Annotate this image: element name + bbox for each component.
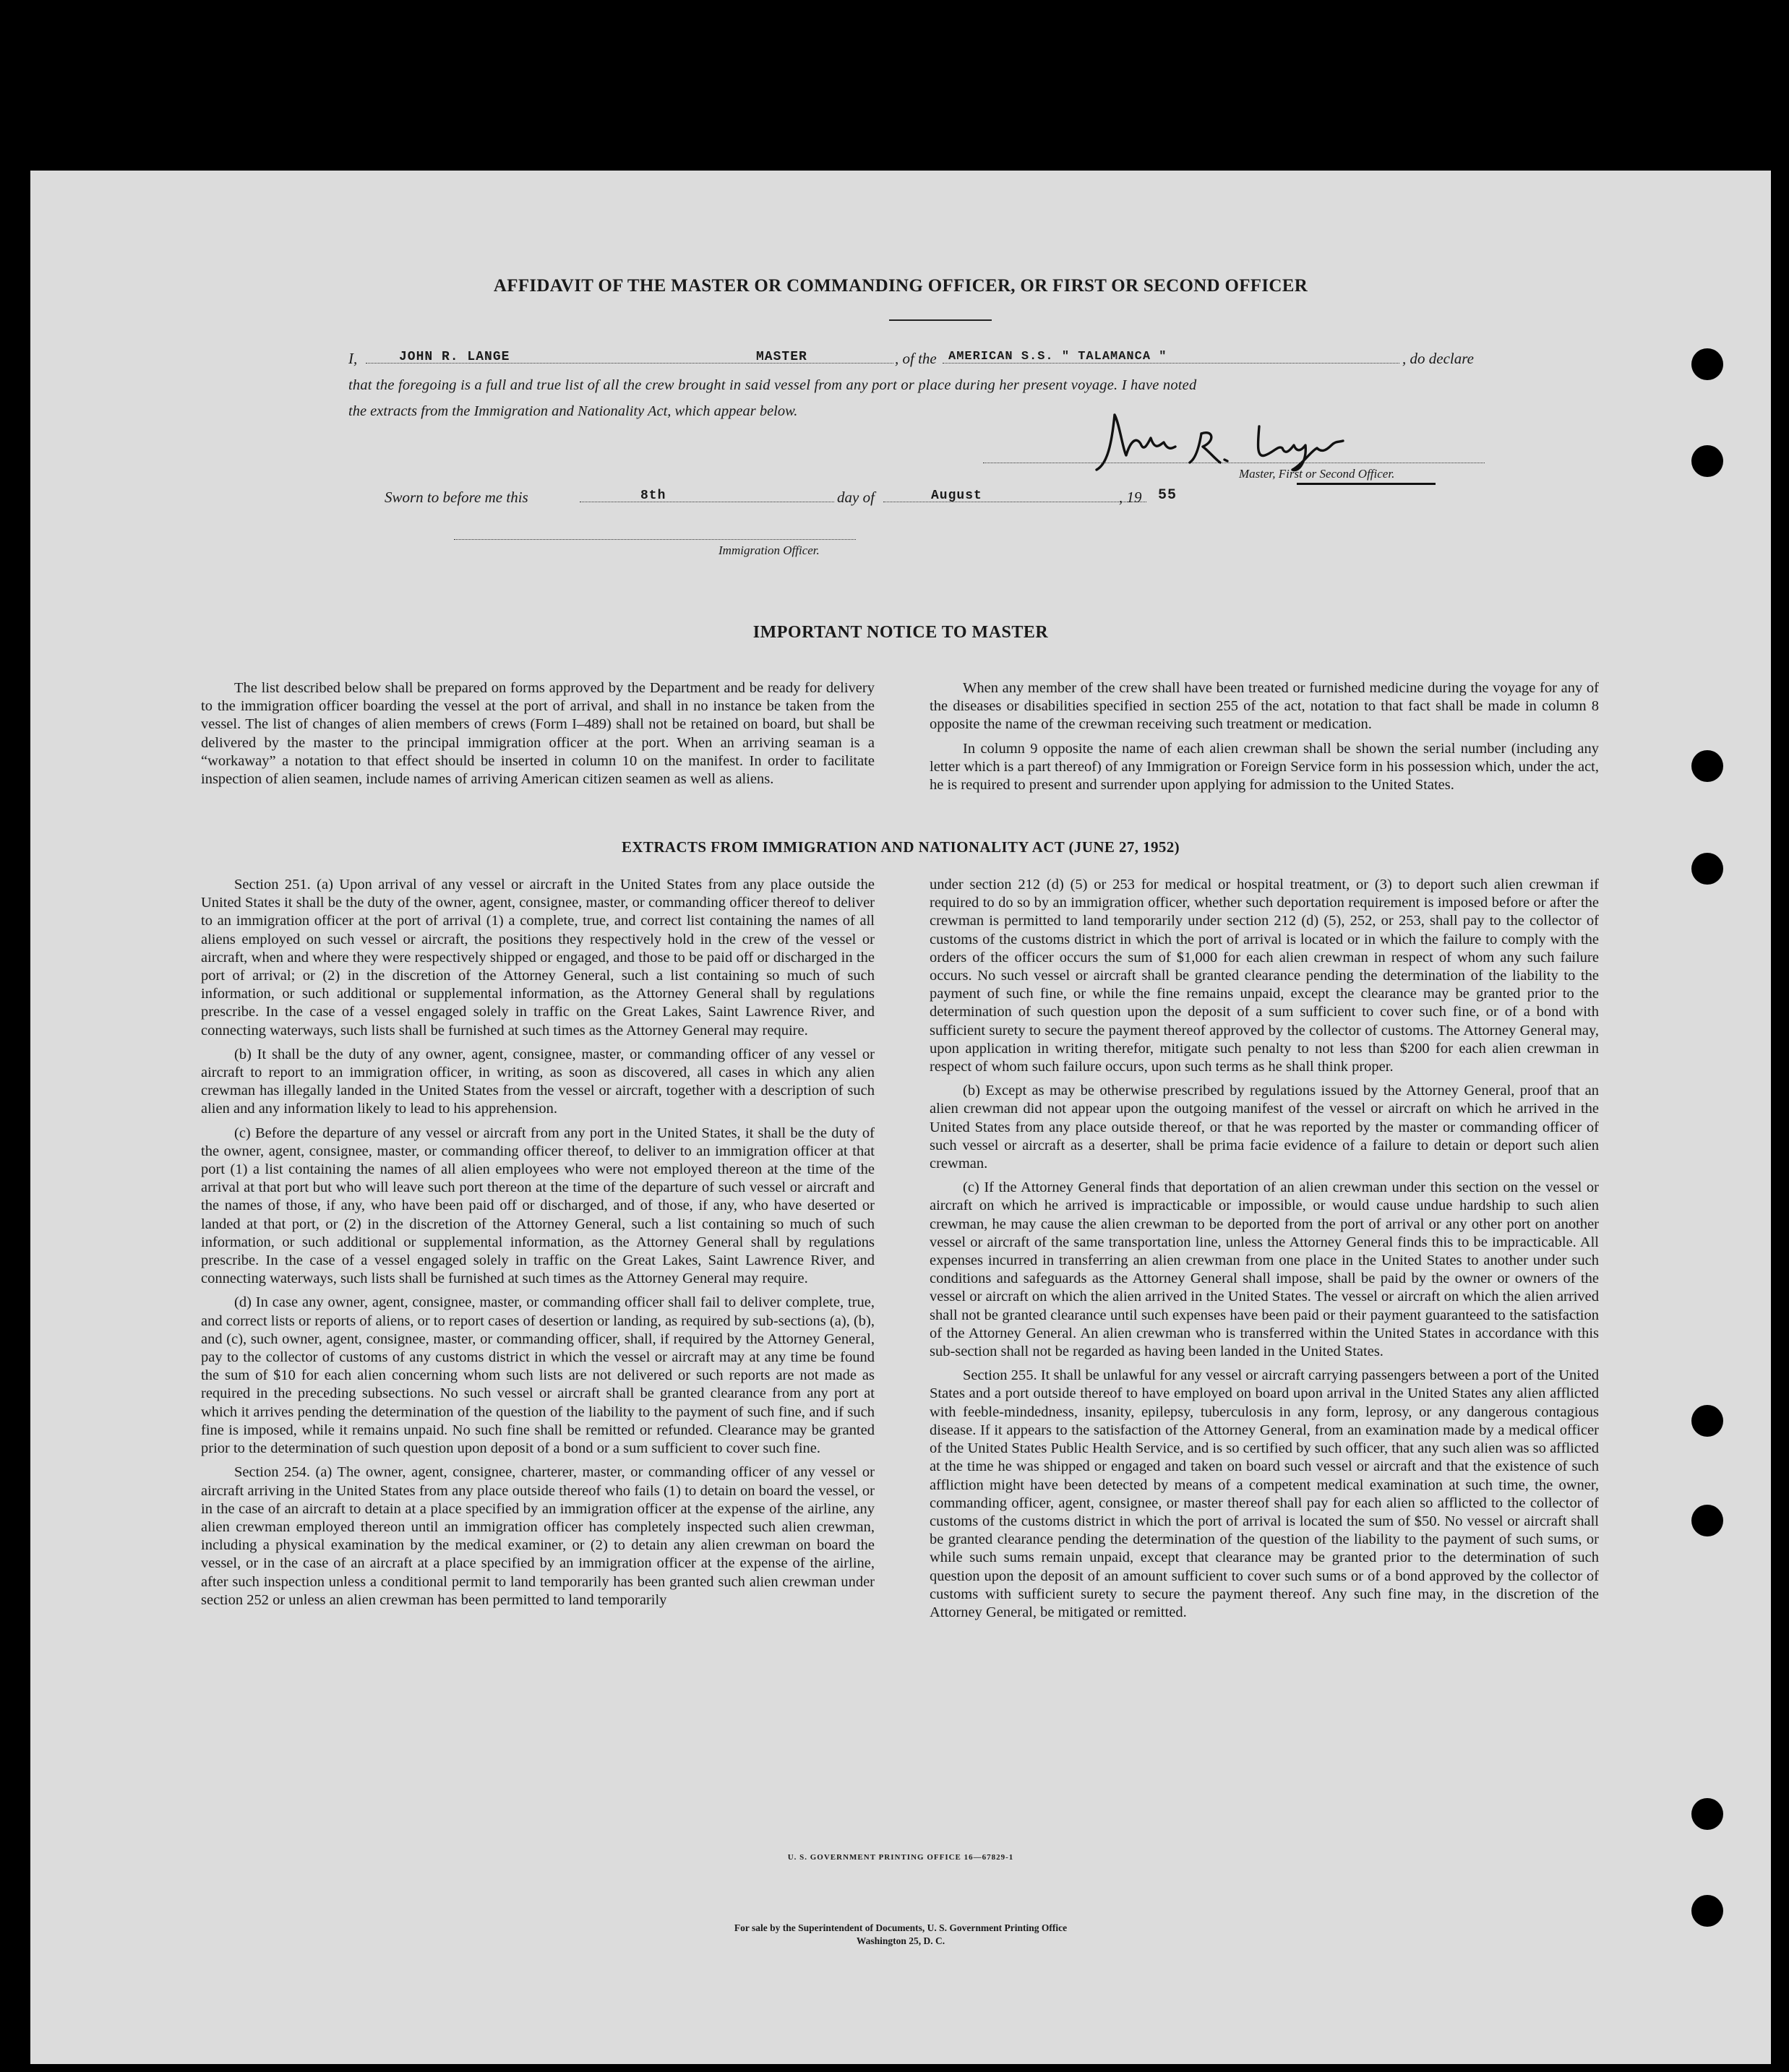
notice-right-column xyxy=(930,679,1599,800)
sale-line-1: For sale by the Superintendent of Documents, U. S. Government Printing Office xyxy=(734,1922,1068,1933)
punch-hole xyxy=(1691,853,1723,885)
do-declare-label: , do declare xyxy=(1402,350,1474,367)
signature-caption: Master, First or Second Officer. xyxy=(1239,467,1395,481)
document-page xyxy=(30,171,1771,2064)
statute-paragraph: under section 212 (d) (5) or 253 for medical or hospital treatment, or (3) to deport such alien crewman if required to do so by an immigration officer, whether such deportation requirement is imposed before or after the crewman is permitted to land temporarily under section 212 (d) (5), 252, or 253, shall pay to the collector of customs of the customs district in which the port of arrival is located or in which the failure to comply with the orders of the officer occurs the sum of $1,000 for each alien crewman in respect of whom any such failure occurs. No such vessel or aircraft shall be granted clearance pending the determination of the liability to the payment of such fine, or while the fine remains unpaid, except the clearance may be granted prior to the determination of such question upon the deposit of a sum sufficient to cover such fine, or of a bond with sufficient surety to secure the payment thereof approved by the collector of customs. The Attorney General may, upon application in writing therefor, mitigate such penalty to not less than $200 for each alien crewman in respect of whom such failure occurs, upon such terms as he shall think proper. xyxy=(930,877,1599,1075)
master-rank: MASTER xyxy=(756,350,807,364)
statute-paragraph: Section 255. It shall be unlawful for any vessel or aircraft carrying passengers between a port of the United States and a port outside thereof to have employed on board upon arrival in the United States any alien afflicted with feeble-mindedness, insanity, epilepsy, tuberculosis in any form, leprosy, or any dangerous contagious disease. If it appears to the satisfaction of the Attorney General, from an examination made by a medical officer of the United States Public Health Service, and is so certified by such officer, that any such alien was so afflicted at the time he was shipped or engaged and taken on board such vessel or aircraft and that the existence of such affliction might have been detected by means of a competent medical examination at such time, the owner, commanding officer, agent, consignee, or master thereof shall pay for each alien so afflicted to the collector of customs of the customs district in which the port of arrival is located the sum of $50. No vessel or aircraft shall be granted clearance pending the determination of the question of the liability to the payment of such sums, or while such sums remain unpaid, except that clearance may be granted prior to the determination of such question upon the deposit of an amount sufficient to cover such sums or of a bond approved by the collector of customs with sufficient surety to secure the payment thereof. Any such fine may, in the discretion of the Attorney General, be mitigated or remitted. xyxy=(930,1367,1599,1620)
notice-title: IMPORTANT NOTICE TO MASTER xyxy=(752,623,1049,642)
notice-paragraph: When any member of the crew shall have been treated or furnished medicine during the voyage for any of the diseases or disabilities specified in section 255 of the act, notation to that fact shall be made in column 8 opposite the name of the crewman receiving such treatment or medication. xyxy=(930,680,1599,733)
punch-hole xyxy=(1691,1505,1723,1536)
punch-hole xyxy=(1691,1798,1723,1830)
statute-paragraph: Section 251. (a) Upon arrival of any vessel or aircraft in the United States from any place outside the United States it shall be the duty of the owner, agent, consignee, master, or commanding officer thereof to deliver to an immigration officer at the port of arrival (1) a complete, true, and correct list containing the names of all aliens employed on such vessel or aircraft, the positions they respectively hold in the crew of the vessel or aircraft, when and where they were respectively shipped or engaged, and those to be paid off or discharged in the port of arrival; or (2) in the discretion of the Attorney General, such a list containing so much of such information, or such additional or supplemental information, as the Attorney General shall by regulations prescribe. In the case of a vessel engaged solely in traffic on the Great Lakes, Saint Lawrence River, and connecting waterways, such lists shall be furnished at such times as the Attorney General may require. xyxy=(201,877,875,1039)
strikeout-mark xyxy=(1297,483,1436,485)
punch-hole xyxy=(1691,348,1723,380)
sale-line-2: Washington 25, D. C. xyxy=(856,1935,945,1946)
statute-paragraph: (d) In case any owner, agent, consignee, master, or commanding officer shall fail to deliver complete, true, and correct lists or reports of aliens, or to report cases of desertion or landing, as required by sub-sections (a), (b), and (c), such owner, agent, consignee, master, or commanding officer, shall, if required by the Attorney General, pay to the collector of customs of any customs district in which the vessel or aircraft may at any time be found the sum of $10 for each alien concerning whom such lists are not delivered or such reports are not made as required in the preceding subsections. No such vessel or aircraft shall be granted clearance from any port at which it arrives pending the determination of the question of the liability to the payment of such fine, and if such fine is imposed, while it remains unpaid. No such fine shall be remitted or refunded. Clearance may be granted prior to the determination of such question upon deposit of a bond or a sum sufficient to cover such fine. xyxy=(201,1294,875,1457)
declaration-line-3: the extracts from the Immigration and Nationality Act, which appear below. xyxy=(348,403,798,419)
gpo-line: U. S. GOVERNMENT PRINTING OFFICE 16—67829-1 xyxy=(787,1853,1014,1862)
year-prefix: , 19 xyxy=(1119,489,1142,506)
statute-paragraph: (b) Except as may be otherwise prescribed by regulations issued by the Attorney General, proof that an alien crewman did not appear upon the outgoing manifest of the vessel or aircraft on which he arrived in the United States from any place outside thereof, or that he was reported by the master or commanding officer of such vessel or aircraft as a deserter, shall be prima facie evidence of a failure to detain or deport such alien crewman. xyxy=(930,1083,1599,1172)
notice-paragraph: The list described below shall be prepared on forms approved by the Department and be ready for delivery to the immigration officer boarding the vessel at the port of arrival, and shall in no instance be taken from the vessel. The list of changes of alien members of crews (Form I–489) shall not be retained on board, but shall be delivered by the master to the principal immigration officer at the port. When an arriving seaman is a “workaway” a notation to that effect should be inserted in column 10 on the manifest. In order to facilitate inspection of alien seamen, include names of arriving American citizen seamen as well as aliens. xyxy=(201,680,875,788)
statute-paragraph: (c) If the Attorney General finds that deportation of an alien crewman under this section on the vessel or aircraft on which he arrived is impracticable or impossible, or would cause undue hardship to such alien crewman, he may cause the alien crewman to be deported from the port of arrival or any other port on another vessel or aircraft of the same transportation line, unless the Attorney General finds this to be impracticable. All expenses incurred in transferring an alien crewman from one place in the United States to another under such conditions and safeguards as the Attorney General shall impose, shall be paid by the owner or owners of the vessel or aircraft on which the alien arrived in the United States. The vessel or aircraft on which the alien arrived shall not be granted clearance until such expenses have been paid or their payment guaranteed to the satisfaction of the Attorney General. An alien crewman who is transferred within the United States in accordance with this sub-section shall not be regarded as having been landed in the United States. xyxy=(930,1179,1599,1360)
punch-hole xyxy=(1691,750,1723,782)
immigration-officer-caption: Immigration Officer. xyxy=(718,543,820,557)
declaration-line-2: that the foregoing is a full and true list of all the crew brought in said vessel from any port or place during her present voyage. I have noted xyxy=(348,377,1197,393)
sworn-day: 8th xyxy=(640,489,666,503)
extracts-title: EXTRACTS FROM IMMIGRATION AND NATIONALITY ACT (JUNE 27, 1952) xyxy=(621,838,1180,856)
statute-paragraph: (b) It shall be the duty of any owner, agent, consignee, master, or commanding officer of any vessel or aircraft to report to an immigration officer, in writing, as soon as discovered, all cases in which any alien crewman has illegally landed in the United States from the vessel or aircraft, together with a description of such alien and any information likely to lead to his apprehension. xyxy=(201,1046,875,1117)
day-of-label: day of xyxy=(837,489,875,506)
i-label: I, xyxy=(348,350,358,367)
notice-left-column xyxy=(201,679,875,794)
punch-hole xyxy=(1691,1895,1723,1927)
immigration-officer-rule xyxy=(454,539,856,540)
of-the-label: , of the xyxy=(895,350,937,367)
year-suffix: 55 xyxy=(1158,487,1177,504)
affidavit-title: AFFIDAVIT OF THE MASTER OR COMMANDING OFFICER, OR FIRST OR SECOND OFFICER xyxy=(493,276,1308,296)
punch-hole xyxy=(1691,445,1723,477)
sworn-label: Sworn to before me this xyxy=(385,489,528,506)
statute-paragraph: Section 254. (a) The owner, agent, consignee, charterer, master, or commanding officer of any vessel or aircraft arriving in the United States from any place outside thereof who fails (1) to detain on board the vessel, or in the case of an aircraft to detain at a place specified by an immigration officer at the expense of the airline, any alien crewman employed thereon until an immigration officer has completely inspected such alien crewman, including a physical examination by the medical examiner, or (2) to detain any alien crewman on board the vessel, or in the case of an aircraft at a place specified by an immigration officer at the expense of the airline, after such inspection unless a conditional permit to land temporarily has been granted such alien crewman under section 252 or unless an alien crewman has been permitted to land temporarily xyxy=(201,1464,875,1608)
extracts-left-column xyxy=(201,876,875,1615)
statute-paragraph: (c) Before the departure of any vessel or aircraft from any port in the United States, it shall be the duty of the owner, agent, consignee, master, or commanding officer thereof, to deliver to an immigration officer at that port (1) a list containing the names of all alien employees who were not employed thereon at the time of the arrival at that port but who will leave such port thereon at the time of the departure of such vessel or aircraft and the names of those, if any, who have been paid off or discharged, and of those, if any, who have deserted or landed at that port, or (2) in the discretion of the Attorney General, such a list containing so much of such information, or such additional or supplemental information, as the Attorney General shall by regulations prescribe. In the case of a vessel engaged solely in traffic on the Great Lakes, Saint Lawrence River, and connecting waterways, such lists shall be furnished at such times as the Attorney General may require. xyxy=(201,1125,875,1287)
punch-hole xyxy=(1691,1405,1723,1437)
vessel-name: AMERICAN S.S. " TALAMANCA " xyxy=(948,350,1167,364)
extracts-right-column xyxy=(930,876,1599,1628)
notice-paragraph: In column 9 opposite the name of each alien crewman shall be shown the serial number (including any letter which is a part thereof) of any Immigration or Foreign Service form in his possession which, under the act, he is required to present and surrender upon applying for admission to the United States. xyxy=(930,740,1599,794)
title-underline xyxy=(889,319,992,321)
sworn-month: August xyxy=(931,489,982,503)
master-name: JOHN R. LANGE xyxy=(399,350,510,364)
